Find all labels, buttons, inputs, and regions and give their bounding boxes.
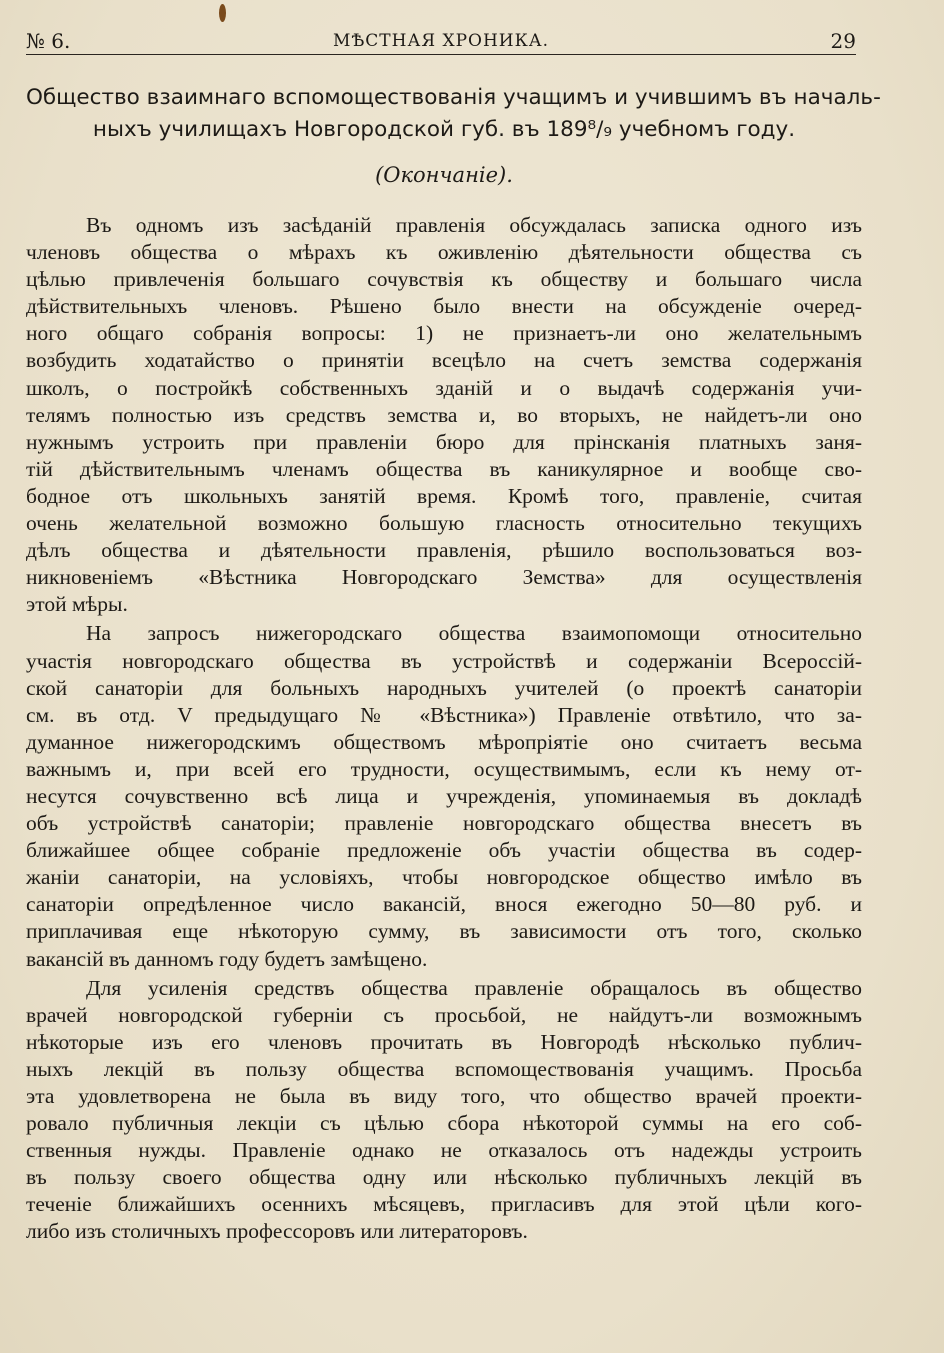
- text-line: либо изъ столичныхъ профессоровъ или литераторовъ.: [26, 1219, 528, 1244]
- paragraph: [26, 975, 862, 1246]
- ink-blot: [219, 4, 226, 22]
- text-line: вакансій въ данномъ году будетъ замѣщено.: [26, 946, 428, 971]
- text-line: очень желательной возможно большую гласность относительно текущихъ: [26, 511, 862, 536]
- text-line: ровало публичныя лекціи съ цѣлью сбора нѣкоторой суммы на его соб-: [26, 1111, 862, 1136]
- article-body: [26, 212, 862, 1248]
- text-line: важнымъ и, при всей его трудности, осуществимымъ, если къ нему от-: [26, 756, 862, 781]
- text-line: теченіе ближайшихъ осеннихъ мѣсяцевъ, пригласивъ для этой цѣли кого-: [26, 1192, 862, 1217]
- article-title-line: ныхъ училищахъ Новгородской губ. въ 189⁸/₉ учебномъ году.: [92, 117, 796, 142]
- section-title: МѢСТНАЯ ХРОНИКА.: [332, 31, 550, 51]
- text-line: членовъ общества о мѣрахъ къ оживленію дѣятельности общества съ: [26, 240, 862, 265]
- text-line: тій дѣйствительнымъ членамъ общества въ каникулярное и вообще сво-: [26, 456, 862, 481]
- text-line: ской санаторіи для больныхъ народныхъ учителей (о проектѣ санаторіи: [26, 675, 862, 700]
- text-line: школъ, о постройкѣ собственныхъ зданій и о выдачѣ содержанія учи-: [26, 375, 862, 400]
- text-line: нужнымъ устроить при правленіи бюро для прінсканія платныхъ заня-: [26, 429, 862, 454]
- text-line: бодное отъ школьныхъ занятій время. Кромѣ того, правленіе, считая: [26, 483, 862, 508]
- text-line: въ пользу своего общества одну или нѣсколько публичныхъ лекцій въ: [26, 1165, 862, 1190]
- text-line: несутся сочувственно всѣ лица и учрежденія, упоминаемыя въ докладѣ: [26, 783, 862, 808]
- running-head: [26, 26, 856, 56]
- text-line: возбудить ходатайство о принятіи всецѣло на счетъ земства содержанія: [26, 348, 862, 373]
- text-line: дѣйствительныхъ членовъ. Рѣшено было внести на обсужденіе очеред-: [26, 294, 862, 319]
- text-line: объ устройствѣ санаторіи; правленіе новгородскаго общества внесетъ въ: [26, 811, 862, 836]
- text-line: этой мѣры.: [26, 592, 128, 617]
- text-line: жаніи санаторіи, на условіяхъ, чтобы новгородское общество имѣло въ: [26, 865, 862, 890]
- page-number: 29: [830, 29, 856, 53]
- text-line: ближайшее общее собраніе предложеніе объ участіи общества въ содер-: [26, 838, 862, 863]
- text-line: эта удовлетворена не была въ виду того, что общество врачей проекти-: [26, 1084, 862, 1108]
- text-line: думанное нижегородскимъ обществомъ мѣропріятіе оно считаетъ весьма: [26, 729, 862, 754]
- text-line: Въ одномъ изъ засѣданій правленія обсуждалась записка одного изъ: [86, 213, 862, 237]
- text-line: На запросъ нижегородскаго общества взаимопомощи относительно: [86, 621, 862, 646]
- text-line: нѣкоторые изъ его членовъ прочитать въ Новгородѣ нѣсколько публич-: [26, 1029, 862, 1054]
- paragraph: [26, 212, 862, 618]
- text-line: Для усиленія средствъ общества правленіе обращалось въ общество: [86, 975, 862, 1000]
- issue-number: № 6.: [26, 29, 71, 53]
- article-title: [26, 82, 881, 146]
- text-line: ныхъ лекцій въ пользу общества вспомоществованія учащимъ. Просьба: [26, 1056, 862, 1081]
- text-line: дѣлъ общества и дѣятельности правленія, рѣшило воспользоваться воз-: [26, 538, 862, 563]
- text-line: ного общаго собранія вопросы: 1) не признаетъ-ли оно желательнымъ: [26, 321, 862, 346]
- text-line: санаторіи опредѣленное число вакансій, внося ежегодно 50—80 руб. и: [26, 892, 862, 917]
- text-line: никновеніемъ «Вѣстника Новгородскаго Земства» для осуществленія: [26, 565, 862, 590]
- paragraph: [26, 620, 862, 972]
- text-line: участія новгородскаго общества въ устройствѣ и содержаніи Всероссій-: [26, 648, 862, 673]
- article-title-line: Общество взаимнаго вспомоществованія учащимъ и учившимъ въ началь-: [26, 85, 881, 110]
- text-line: цѣлью привлеченія большаго сочувствія къ обществу и большаго числа: [26, 267, 862, 292]
- header-rule: [26, 54, 856, 55]
- article-subtitle: (Окончаніе).: [375, 163, 513, 187]
- text-line: приплачивая еще нѣкоторую сумму, въ зависимости отъ того, сколько: [26, 919, 862, 944]
- text-line: врачей новгородской губерніи съ просьбой, не найдутъ-ли возможнымъ: [26, 1002, 862, 1027]
- text-line: ственныя нужды. Правленіе однако не отказалось отъ надежды устроить: [26, 1138, 862, 1163]
- text-line: см. въ отд. V предыдущаго № «Вѣстника») Правленіе отвѣтило, что за-: [26, 702, 862, 727]
- text-line: телямъ полностью изъ средствъ земства и, во вторыхъ, не найдетъ-ли оно: [26, 402, 862, 427]
